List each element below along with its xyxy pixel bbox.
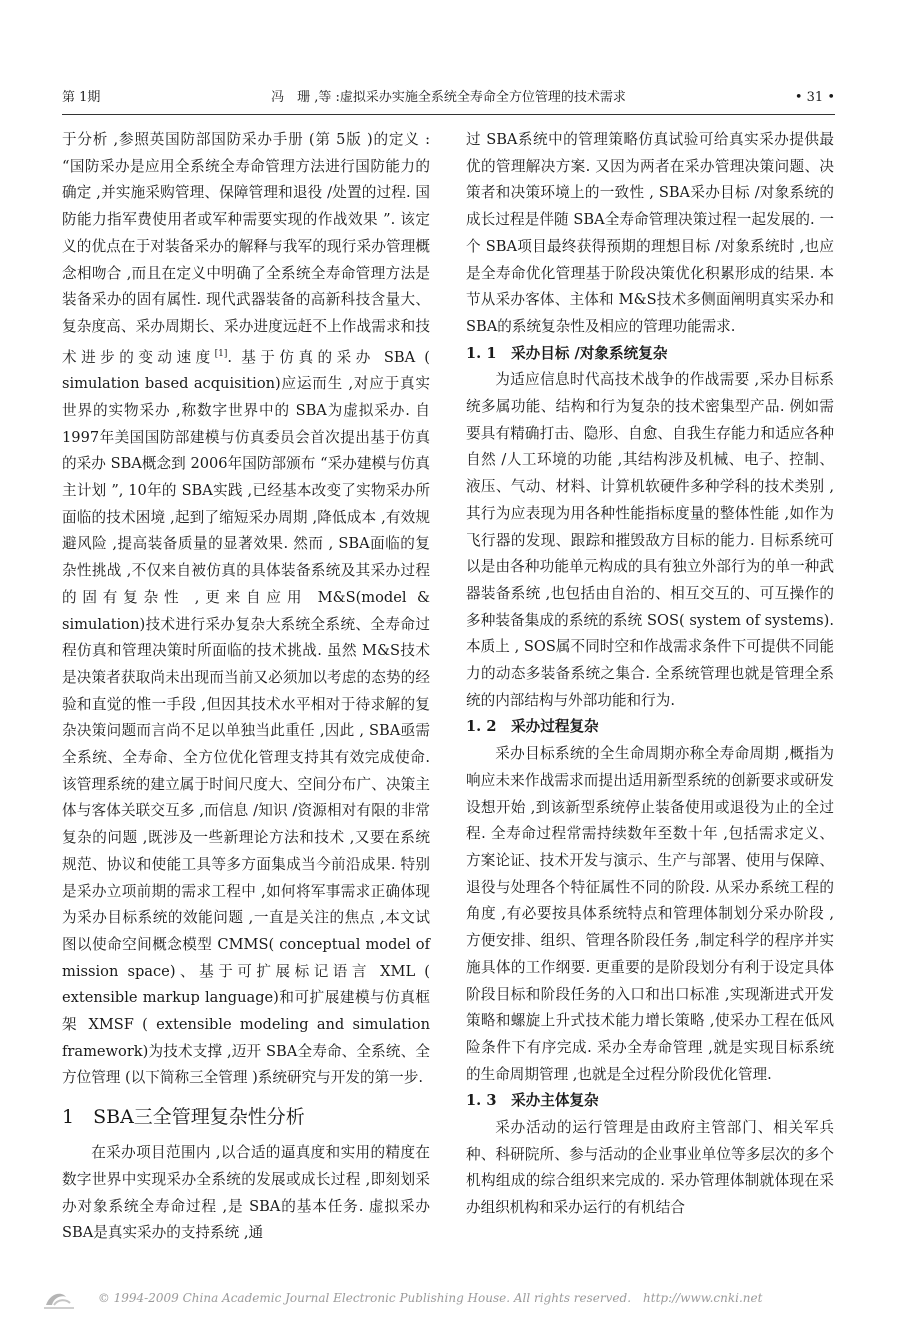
page-number: • 31 • bbox=[794, 90, 835, 105]
intro-text-cont: . 基于仿真的采办 SBA ( simulation based acquisition)应运而生 ,对应于真实世界的实物采办 ,称数字世界中的 SBA为虚拟采办. 自 1997年美国国防部建模与仿真委员会首次提出基于仿真的采办 SBA概念到 2006年国防部颁布 “采办建模与仿真主计划 ”, 10年的 SBA实践 ,已经基本改变了实物采办所面临的技术困境 ,起到了缩短采办周期 ,降低成本 ,有效规避风险 ,提高装备质量的显著效果. 然而 , SBA面临的复杂性挑战 ,不仅来自被仿真的具体装备系统及其采办过程的固有复杂性 ,更来自应用 M&S(model & simulation)技术进行采办复杂大系统全系统、全寿命过程仿真和管理决策时所面临的技术挑战. 虽然 M&S技术是决策者获取尚未出现而当前又必须加以考虑的态势的经验和直觉的惟一手段 ,但因其技术水平相对于待求解的复杂决策问题而言尚不足以单独当此重任 ,因此 , SBA亟需全系统、全寿命、全方位优化管理支持其有效完成使命. 该管理系统的建立属于时间尺度大、空间分布广、决策主体与客体关联交互多 ,而信息 /知识 /资源相对有限的非常复杂的问题 ,既涉及一些新理论方法和技术 ,又要在系统规范、协议和使能工具等多方面集成当今前沿成果. 特别是采办立项前期的需求工程中 ,如何将军事需求正确体现为采办目标系统的效能问题 ,一直是关注的焦点 ,本文试图以使命空间概念模型 CMMS( conceptual model of mission space)、基于可扩展标记语言 XML ( extensible markup language)和可扩展建模与仿真框架 XMSF ( extensible modeling and simulation framework)为技术支撑 ,迈开 SBA全寿命、全系统、全方位管理 (以下简称三全管理 )系统研究与开发的第一步. bbox=[62, 348, 430, 1087]
subsection-1-1-heading: 1. 1 采办目标 /对象系统复杂 bbox=[466, 344, 668, 362]
cnki-logo-icon bbox=[40, 1287, 80, 1311]
right-column bbox=[466, 127, 834, 1222]
subsection-1-3-heading: 1. 3 采办主体复杂 bbox=[466, 1092, 599, 1110]
intro-paragraph bbox=[62, 127, 430, 1092]
continued-paragraph: 过 SBA系统中的管理策略仿真试验可给真实采办提供最优的管理解决方案. 又因为两者在采办管理决策问题、决策者和决策环境上的一致性 , SBA采办目标 /对象系统的成长过程是伴随 SBA全寿命管理决策过程一起发展的. 一个 SBA项目最终获得预期的理想目标 /对象系统时 ,也应是全寿命优化管理基于阶段决策优化积累形成的结果. 本节从采办客体、主体和 M&S技术多侧面阐明真实采办和 SBA的系统复杂性及相应的管理功能需求. bbox=[466, 131, 834, 335]
copyright-text: © 1994-2009 China Academic Journal Electronic Publishing House. All rights reserved. http://www.cnki.net bbox=[97, 1291, 763, 1305]
section-1-heading: 1 SBA三全管理复杂性分析 bbox=[62, 1106, 305, 1129]
copyright-footer bbox=[40, 1285, 860, 1311]
citation-ref: [1] bbox=[214, 348, 228, 359]
subsection-1-3-text: 采办活动的运行管理是由政府主管部门、相关军兵种、科研院所、参与活动的企业事业单位等多层次的多个机构组成的综合组织来完成的. 采办管理体制就体现在采办组织机构和采办运行的有机结合 bbox=[466, 1119, 834, 1217]
running-title: 冯 珊 ,等 :虚拟采办实施全系统全寿命全方位管理的技术需求 bbox=[271, 90, 626, 105]
issue-number: 第 1期 bbox=[62, 90, 101, 105]
subsection-1-2-text: 采办目标系统的全生命周期亦称全寿命周期 ,概指为响应未来作战需求而提出适用新型系统的创新要求或研发设想开始 ,到该新型系统停止装备使用或退役为止的全过程. 全寿命过程常需持续数年至数十年 ,包括需求定义、方案论证、技术开发与演示、生产与部署、使用与保障、退役与处理各个特征属性不同的阶段. 从采办系统工程的角度 ,有必要按具体系统特点和管理体制划分采办阶段 ,方便安排、组织、管理各阶段任务 ,制定科学的程序并实施具体的工作纲要. 更重要的是阶段划分有利于设定具体阶段目标和阶段任务的入口和出口标准 ,实现渐进式开发策略和螺旋上升式技术能力增长策略 ,使采办工程在低风险条件下有序完成. 采办全寿命管理 ,就是实现目标系统的生命周期管理 ,也就是全过程分阶段优化管理. bbox=[466, 745, 834, 1083]
running-header bbox=[62, 88, 835, 115]
left-column bbox=[62, 127, 430, 1247]
section-1-paragraph: 在采办项目范围内 ,以合适的逼真度和实用的精度在数字世界中实现采办全系统的发展或成长过程 ,即刻划采办对象系统全寿命过程 ,是 SBA的基本任务. 虚拟采办 SBA是真实采办的支持系统 ,通 bbox=[62, 1144, 430, 1242]
subsection-1-2-heading: 1. 2 采办过程复杂 bbox=[466, 718, 599, 736]
intro-text: 于分析 ,参照英国防部国防采办手册 (第 5版 )的定义 : “国防采办是应用全系统全寿命管理方法进行国防能力的确定 ,并实施采购管理、保障管理和退役 /处置的过程. 国防能力指军费使用者或军种需要实现的作战效果 ”. 该定义的优点在于对装备采办的解释与我军的现行采办管理概念相吻合 ,而且在定义中明确了全系统全寿命管理方法是装备采办的固有属性. 现代武器装备的高新科技含量大、复杂度高、采办周期长、采办进度远赶不上作战需求和技术进步的变动速度 bbox=[62, 131, 430, 366]
subsection-1-1-text: 为适应信息时代高技术战争的作战需要 ,采办目标系统多属功能、结构和行为复杂的技术密集型产品. 例如需要具有精确打击、隐形、自愈、自我生存能力和适应各种自然 /人工环境的功能 ,其结构涉及机械、电子、控制、液压、气动、材料、计算机软硬件多种学科的技术类别 ,其行为应表现为用各种性能指标度量的整体性能 ,如作为飞行器的发现、跟踪和摧毁敌方目标的能力. 目标系统可以是由各种功能单元构成的具有独立外部行为的单一种武器装备系统 ,也包括由自治的、相互交互的、可互操作的多种装备集成的系统的系统 SOS( system of systems). 本质上 , SOS属不同时空和作战需求条件下可提供不同能力的动态多装备系统之集合. 全系统管理也就是管理全系统的内部结构与外部功能和行为. bbox=[466, 371, 834, 709]
